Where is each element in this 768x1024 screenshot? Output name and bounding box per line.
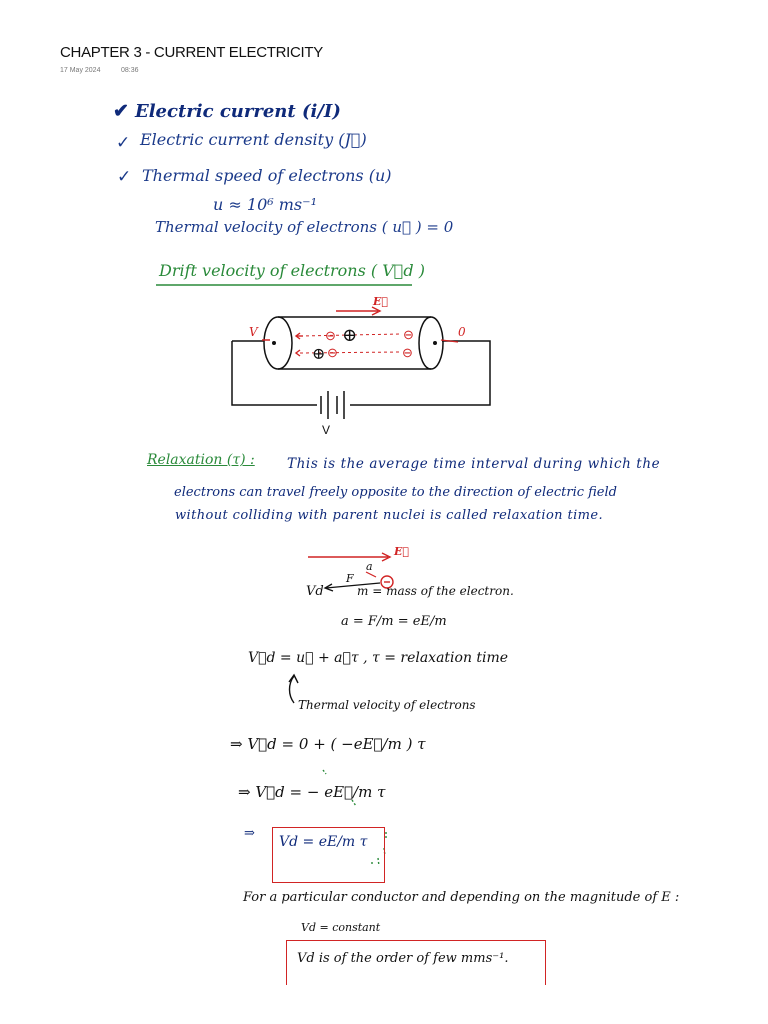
thermal-speed-value: u ≈ 10⁶ ms⁻¹ [213,195,317,214]
implies-arrow: ⇒ [244,826,255,841]
derivation-step-2: ⇒ V⃗d = − eE⃗/m τ [238,783,386,801]
electron-icon: ⊖ [403,327,414,342]
topic-current-density: Electric current density (J⃗) [140,130,367,149]
topic-thermal-speed: Thermal speed of electrons (u) [142,166,392,185]
order-box [286,940,546,985]
thermal-velocity-line: Thermal velocity of electrons ( u⃗ ) = 0 [155,218,454,236]
vd-label: Vd [306,584,324,599]
boxed-result: Vd = eE/m τ [279,834,368,850]
electron-icon: ⊖ [327,345,338,360]
terminal-dot [272,341,276,345]
relaxation-term: Relaxation (τ) : [147,452,255,468]
page-date: 17 May 2024 [60,67,101,74]
terminal-label-left: V [249,325,258,339]
relaxation-definition-line1: This is the average time interval during which the [287,456,661,472]
topic-electric-current: Electric current (i/I) [135,101,341,122]
electron-icon: ⊖ [402,345,413,360]
field-label: E⃗ [373,295,388,308]
derivation-step-1: ⇒ V⃗d = 0 + ( −eE⃗/m ) τ [230,735,426,753]
force-label: F [346,572,354,585]
electron-icon: ⊖ [325,328,336,343]
relaxation-definition-line2: electrons can travel freely opposite to the direction of electric field [174,485,617,500]
drift-velocity-heading: Drift velocity of electrons ( V⃗d ) [159,261,425,280]
vd-constant: Vd = constant [301,921,381,934]
result-box [272,827,385,883]
vd-order-statement: Vd is of the order of few mms⁻¹. [297,951,509,966]
terminal-dot [433,341,437,345]
conductor-circuit [232,317,490,419]
acceleration-equation: a = F/m = eE/m [341,614,447,629]
relaxation-definition-line3: without colliding with parent nuclei is called relaxation time. [175,508,604,523]
conclusion-line: For a particular conductor and depending on the magnitude of E : [243,890,680,905]
accel-label: a [366,560,373,573]
battery-label: V [322,423,331,437]
page-title: CHAPTER 3 - CURRENT ELECTRICITY [60,44,323,61]
terminal-label-right: 0 [458,325,466,339]
drift-velocity-equation: V⃗d = u⃗ + a⃗τ , τ = relaxation time [248,650,509,666]
field-label: E⃗ [394,545,409,558]
page-time: 08:36 [121,67,139,74]
check-icon: ✓ [116,133,131,153]
mass-note: m = mass of the electron. [357,584,514,598]
positive-ion-icon: ⊕ [312,344,326,363]
check-icon: ✓ [117,167,132,187]
check-icon: ✔ [113,100,129,122]
thermal-velocity-note: Thermal velocity of electrons [298,698,476,712]
positive-ion-icon: ⊕ [342,325,358,346]
